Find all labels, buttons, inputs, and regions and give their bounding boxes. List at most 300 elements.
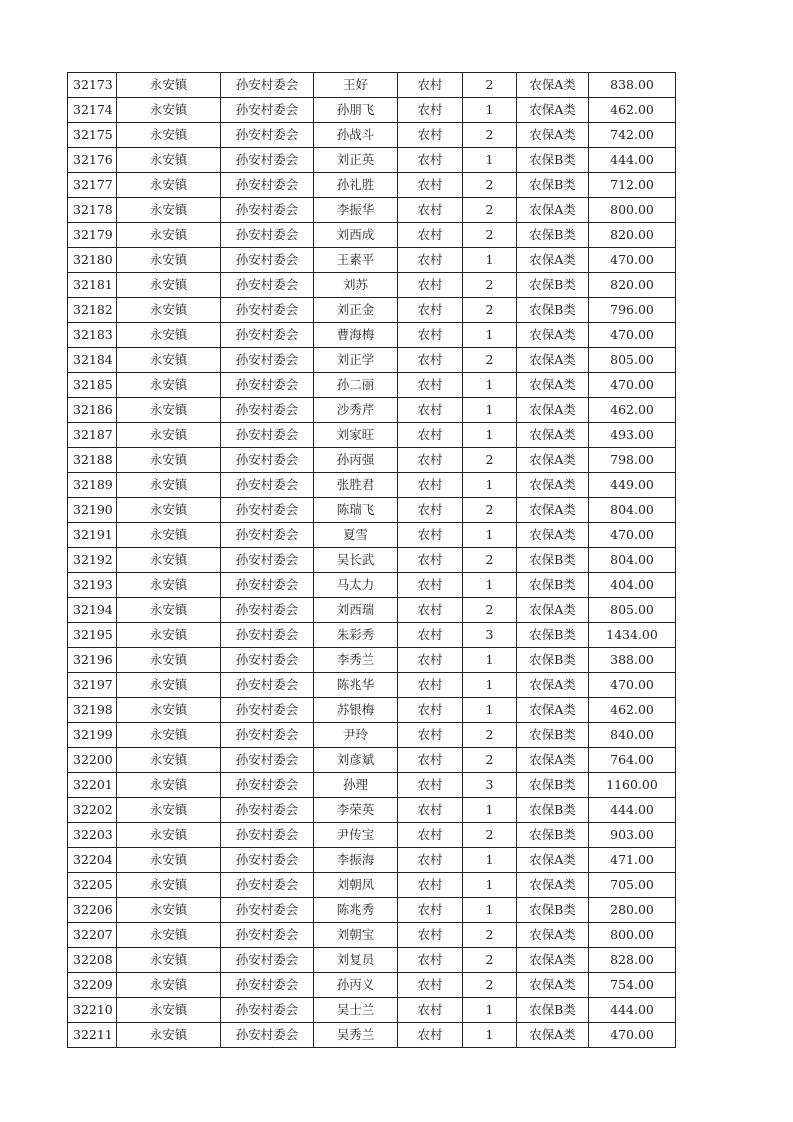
name-cell: 尹传宝 (314, 823, 398, 848)
insurance-category-cell: 农保B类 (517, 548, 589, 573)
insurance-category-cell: 农保B类 (517, 648, 589, 673)
amount-cell: 798.00 (589, 448, 676, 473)
household-count-cell: 1 (463, 1023, 517, 1048)
household-count-cell: 2 (463, 173, 517, 198)
name-cell: 沙秀芹 (314, 398, 398, 423)
village-committee-cell: 孙安村委会 (221, 448, 314, 473)
name-cell: 陈兆华 (314, 673, 398, 698)
insurance-category-cell: 农保B类 (517, 298, 589, 323)
area-type-cell: 农村 (398, 698, 463, 723)
insurance-category-cell: 农保A类 (517, 73, 589, 98)
household-count-cell: 2 (463, 223, 517, 248)
area-type-cell: 农村 (398, 273, 463, 298)
name-cell: 王好 (314, 73, 398, 98)
town-cell: 永安镇 (117, 198, 221, 223)
amount-cell: 388.00 (589, 648, 676, 673)
town-cell: 永安镇 (117, 173, 221, 198)
table-row (68, 98, 676, 123)
village-committee-cell: 孙安村委会 (221, 523, 314, 548)
serial-number-cell: 32181 (68, 273, 117, 298)
name-cell: 张胜君 (314, 473, 398, 498)
town-cell: 永安镇 (117, 498, 221, 523)
area-type-cell: 农村 (398, 773, 463, 798)
town-cell: 永安镇 (117, 948, 221, 973)
serial-number-cell: 32175 (68, 123, 117, 148)
household-count-cell: 1 (463, 873, 517, 898)
town-cell: 永安镇 (117, 473, 221, 498)
amount-cell: 754.00 (589, 973, 676, 998)
insurance-category-cell: 农保B类 (517, 273, 589, 298)
name-cell: 曹海梅 (314, 323, 398, 348)
name-cell: 刘复员 (314, 948, 398, 973)
town-cell: 永安镇 (117, 273, 221, 298)
table-row (68, 273, 676, 298)
amount-cell: 470.00 (589, 323, 676, 348)
village-committee-cell: 孙安村委会 (221, 373, 314, 398)
town-cell: 永安镇 (117, 673, 221, 698)
household-count-cell: 2 (463, 948, 517, 973)
town-cell: 永安镇 (117, 548, 221, 573)
area-type-cell: 农村 (398, 223, 463, 248)
amount-cell: 800.00 (589, 198, 676, 223)
amount-cell: 462.00 (589, 398, 676, 423)
village-committee-cell: 孙安村委会 (221, 298, 314, 323)
serial-number-cell: 32183 (68, 323, 117, 348)
area-type-cell: 农村 (398, 1023, 463, 1048)
village-committee-cell: 孙安村委会 (221, 748, 314, 773)
household-count-cell: 1 (463, 248, 517, 273)
insurance-category-cell: 农保B类 (517, 623, 589, 648)
insurance-category-cell: 农保A类 (517, 698, 589, 723)
name-cell: 马太力 (314, 573, 398, 598)
village-committee-cell: 孙安村委会 (221, 698, 314, 723)
area-type-cell: 农村 (398, 723, 463, 748)
name-cell: 刘西瑞 (314, 598, 398, 623)
serial-number-cell: 32174 (68, 98, 117, 123)
serial-number-cell: 32187 (68, 423, 117, 448)
insurance-category-cell: 农保A类 (517, 1023, 589, 1048)
town-cell: 永安镇 (117, 823, 221, 848)
village-committee-cell: 孙安村委会 (221, 773, 314, 798)
village-committee-cell: 孙安村委会 (221, 923, 314, 948)
table-row (68, 848, 676, 873)
town-cell: 永安镇 (117, 848, 221, 873)
household-count-cell: 1 (463, 98, 517, 123)
amount-cell: 1160.00 (589, 773, 676, 798)
name-cell: 刘西成 (314, 223, 398, 248)
name-cell: 刘朝凤 (314, 873, 398, 898)
name-cell: 刘朝宝 (314, 923, 398, 948)
area-type-cell: 农村 (398, 523, 463, 548)
serial-number-cell: 32192 (68, 548, 117, 573)
name-cell: 李荣英 (314, 798, 398, 823)
village-committee-cell: 孙安村委会 (221, 598, 314, 623)
serial-number-cell: 32201 (68, 773, 117, 798)
table-row (68, 698, 676, 723)
household-count-cell: 2 (463, 123, 517, 148)
town-cell: 永安镇 (117, 123, 221, 148)
village-committee-cell: 孙安村委会 (221, 398, 314, 423)
village-committee-cell: 孙安村委会 (221, 348, 314, 373)
area-type-cell: 农村 (398, 573, 463, 598)
area-type-cell: 农村 (398, 973, 463, 998)
household-count-cell: 1 (463, 573, 517, 598)
amount-cell: 838.00 (589, 73, 676, 98)
amount-cell: 840.00 (589, 723, 676, 748)
town-cell: 永安镇 (117, 448, 221, 473)
table-row (68, 548, 676, 573)
amount-cell: 820.00 (589, 223, 676, 248)
insurance-category-cell: 农保A类 (517, 948, 589, 973)
household-count-cell: 1 (463, 898, 517, 923)
serial-number-cell: 32189 (68, 473, 117, 498)
name-cell: 刘正英 (314, 148, 398, 173)
serial-number-cell: 32202 (68, 798, 117, 823)
name-cell: 吴秀兰 (314, 1023, 398, 1048)
town-cell: 永安镇 (117, 723, 221, 748)
serial-number-cell: 32188 (68, 448, 117, 473)
insurance-category-cell: 农保A类 (517, 598, 589, 623)
table-row (68, 998, 676, 1023)
insurance-category-cell: 农保A类 (517, 848, 589, 873)
insurance-category-cell: 农保B类 (517, 798, 589, 823)
town-cell: 永安镇 (117, 398, 221, 423)
household-count-cell: 2 (463, 198, 517, 223)
serial-number-cell: 32207 (68, 923, 117, 948)
amount-cell: 764.00 (589, 748, 676, 773)
village-committee-cell: 孙安村委会 (221, 423, 314, 448)
town-cell: 永安镇 (117, 998, 221, 1023)
name-cell: 刘彦斌 (314, 748, 398, 773)
table-row (68, 973, 676, 998)
name-cell: 孙丙强 (314, 448, 398, 473)
serial-number-cell: 32194 (68, 598, 117, 623)
village-committee-cell: 孙安村委会 (221, 673, 314, 698)
data-table (67, 72, 676, 1048)
village-committee-cell: 孙安村委会 (221, 98, 314, 123)
serial-number-cell: 32177 (68, 173, 117, 198)
town-cell: 永安镇 (117, 898, 221, 923)
name-cell: 刘家旺 (314, 423, 398, 448)
insurance-category-cell: 农保B类 (517, 573, 589, 598)
village-committee-cell: 孙安村委会 (221, 248, 314, 273)
table-row (68, 473, 676, 498)
village-committee-cell: 孙安村委会 (221, 823, 314, 848)
table-row (68, 248, 676, 273)
insurance-category-cell: 农保A类 (517, 373, 589, 398)
serial-number-cell: 32200 (68, 748, 117, 773)
household-count-cell: 1 (463, 698, 517, 723)
table-row (68, 323, 676, 348)
amount-cell: 828.00 (589, 948, 676, 973)
table-row (68, 1023, 676, 1048)
amount-cell: 462.00 (589, 698, 676, 723)
serial-number-cell: 32193 (68, 573, 117, 598)
area-type-cell: 农村 (398, 673, 463, 698)
serial-number-cell: 32191 (68, 523, 117, 548)
table-row (68, 598, 676, 623)
serial-number-cell: 32176 (68, 148, 117, 173)
town-cell: 永安镇 (117, 748, 221, 773)
amount-cell: 805.00 (589, 598, 676, 623)
name-cell: 刘正学 (314, 348, 398, 373)
name-cell: 陈兆秀 (314, 898, 398, 923)
amount-cell: 444.00 (589, 798, 676, 823)
household-count-cell: 1 (463, 848, 517, 873)
household-count-cell: 2 (463, 548, 517, 573)
serial-number-cell: 32203 (68, 823, 117, 848)
insurance-category-cell: 农保A类 (517, 673, 589, 698)
area-type-cell: 农村 (398, 898, 463, 923)
town-cell: 永安镇 (117, 348, 221, 373)
insurance-category-cell: 农保A类 (517, 398, 589, 423)
amount-cell: 444.00 (589, 998, 676, 1023)
table-row (68, 948, 676, 973)
name-cell: 孙二丽 (314, 373, 398, 398)
serial-number-cell: 32180 (68, 248, 117, 273)
amount-cell: 805.00 (589, 348, 676, 373)
town-cell: 永安镇 (117, 973, 221, 998)
village-committee-cell: 孙安村委会 (221, 573, 314, 598)
area-type-cell: 农村 (398, 623, 463, 648)
insurance-category-cell: 农保A类 (517, 348, 589, 373)
village-committee-cell: 孙安村委会 (221, 148, 314, 173)
amount-cell: 470.00 (589, 1023, 676, 1048)
household-count-cell: 2 (463, 598, 517, 623)
insurance-category-cell: 农保B类 (517, 148, 589, 173)
insurance-category-cell: 农保A类 (517, 523, 589, 548)
serial-number-cell: 32182 (68, 298, 117, 323)
area-type-cell: 农村 (398, 198, 463, 223)
household-count-cell: 2 (463, 448, 517, 473)
village-committee-cell: 孙安村委会 (221, 873, 314, 898)
serial-number-cell: 32184 (68, 348, 117, 373)
amount-cell: 470.00 (589, 523, 676, 548)
table-row (68, 423, 676, 448)
village-committee-cell: 孙安村委会 (221, 548, 314, 573)
serial-number-cell: 32210 (68, 998, 117, 1023)
amount-cell: 820.00 (589, 273, 676, 298)
village-committee-cell: 孙安村委会 (221, 948, 314, 973)
insurance-category-cell: 农保B类 (517, 823, 589, 848)
amount-cell: 804.00 (589, 548, 676, 573)
village-committee-cell: 孙安村委会 (221, 648, 314, 673)
name-cell: 孙战斗 (314, 123, 398, 148)
area-type-cell: 农村 (398, 848, 463, 873)
insurance-category-cell: 农保A类 (517, 448, 589, 473)
town-cell: 永安镇 (117, 323, 221, 348)
household-count-cell: 2 (463, 923, 517, 948)
household-count-cell: 1 (463, 423, 517, 448)
amount-cell: 280.00 (589, 898, 676, 923)
village-committee-cell: 孙安村委会 (221, 973, 314, 998)
serial-number-cell: 32190 (68, 498, 117, 523)
table-row (68, 648, 676, 673)
serial-number-cell: 32195 (68, 623, 117, 648)
insurance-category-cell: 农保A类 (517, 748, 589, 773)
table-row (68, 398, 676, 423)
household-count-cell: 1 (463, 148, 517, 173)
serial-number-cell: 32185 (68, 373, 117, 398)
serial-number-cell: 32173 (68, 73, 117, 98)
village-committee-cell: 孙安村委会 (221, 723, 314, 748)
insurance-category-cell: 农保A类 (517, 873, 589, 898)
serial-number-cell: 32198 (68, 698, 117, 723)
table-row (68, 198, 676, 223)
area-type-cell: 农村 (398, 148, 463, 173)
town-cell: 永安镇 (117, 423, 221, 448)
town-cell: 永安镇 (117, 773, 221, 798)
household-count-cell: 2 (463, 348, 517, 373)
table-row (68, 73, 676, 98)
serial-number-cell: 32204 (68, 848, 117, 873)
village-committee-cell: 孙安村委会 (221, 898, 314, 923)
table-row (68, 623, 676, 648)
town-cell: 永安镇 (117, 623, 221, 648)
village-committee-cell: 孙安村委会 (221, 473, 314, 498)
serial-number-cell: 32206 (68, 898, 117, 923)
table-row (68, 673, 676, 698)
village-committee-cell: 孙安村委会 (221, 198, 314, 223)
village-committee-cell: 孙安村委会 (221, 223, 314, 248)
table-row (68, 348, 676, 373)
household-count-cell: 2 (463, 73, 517, 98)
serial-number-cell: 32178 (68, 198, 117, 223)
amount-cell: 471.00 (589, 848, 676, 873)
serial-number-cell: 32197 (68, 673, 117, 698)
name-cell: 陈瑞飞 (314, 498, 398, 523)
area-type-cell: 农村 (398, 598, 463, 623)
amount-cell: 800.00 (589, 923, 676, 948)
name-cell: 孙礼胜 (314, 173, 398, 198)
household-count-cell: 2 (463, 273, 517, 298)
household-count-cell: 2 (463, 723, 517, 748)
name-cell: 刘正金 (314, 298, 398, 323)
town-cell: 永安镇 (117, 573, 221, 598)
serial-number-cell: 32205 (68, 873, 117, 898)
household-count-cell: 2 (463, 823, 517, 848)
household-count-cell: 1 (463, 373, 517, 398)
name-cell: 孙丙义 (314, 973, 398, 998)
village-committee-cell: 孙安村委会 (221, 1023, 314, 1048)
village-committee-cell: 孙安村委会 (221, 798, 314, 823)
name-cell: 尹玲 (314, 723, 398, 748)
table-row (68, 498, 676, 523)
village-committee-cell: 孙安村委会 (221, 623, 314, 648)
serial-number-cell: 32196 (68, 648, 117, 673)
area-type-cell: 农村 (398, 423, 463, 448)
area-type-cell: 农村 (398, 998, 463, 1023)
insurance-category-cell: 农保A类 (517, 423, 589, 448)
insurance-category-cell: 农保A类 (517, 198, 589, 223)
serial-number-cell: 32211 (68, 1023, 117, 1048)
insurance-category-cell: 农保A类 (517, 973, 589, 998)
area-type-cell: 农村 (398, 948, 463, 973)
village-committee-cell: 孙安村委会 (221, 173, 314, 198)
table-row (68, 448, 676, 473)
area-type-cell: 农村 (398, 248, 463, 273)
insurance-category-cell: 农保B类 (517, 223, 589, 248)
area-type-cell: 农村 (398, 448, 463, 473)
amount-cell: 742.00 (589, 123, 676, 148)
amount-cell: 493.00 (589, 423, 676, 448)
area-type-cell: 农村 (398, 873, 463, 898)
insurance-category-cell: 农保A类 (517, 248, 589, 273)
household-count-cell: 2 (463, 498, 517, 523)
area-type-cell: 农村 (398, 73, 463, 98)
name-cell: 孙理 (314, 773, 398, 798)
town-cell: 永安镇 (117, 798, 221, 823)
household-count-cell: 1 (463, 798, 517, 823)
amount-cell: 470.00 (589, 248, 676, 273)
name-cell: 李振华 (314, 198, 398, 223)
insurance-category-cell: 农保B类 (517, 723, 589, 748)
table-row (68, 223, 676, 248)
town-cell: 永安镇 (117, 523, 221, 548)
household-count-cell: 1 (463, 323, 517, 348)
area-type-cell: 农村 (398, 548, 463, 573)
table-row (68, 923, 676, 948)
amount-cell: 1434.00 (589, 623, 676, 648)
table-row (68, 723, 676, 748)
name-cell: 李秀兰 (314, 648, 398, 673)
amount-cell: 444.00 (589, 148, 676, 173)
household-count-cell: 1 (463, 673, 517, 698)
table-row (68, 798, 676, 823)
name-cell: 苏银梅 (314, 698, 398, 723)
village-committee-cell: 孙安村委会 (221, 273, 314, 298)
household-count-cell: 1 (463, 998, 517, 1023)
name-cell: 刘苏 (314, 273, 398, 298)
insurance-category-cell: 农保A类 (517, 323, 589, 348)
name-cell: 吴长武 (314, 548, 398, 573)
village-committee-cell: 孙安村委会 (221, 848, 314, 873)
table-row (68, 298, 676, 323)
area-type-cell: 农村 (398, 348, 463, 373)
area-type-cell: 农村 (398, 823, 463, 848)
table-row (68, 748, 676, 773)
serial-number-cell: 32199 (68, 723, 117, 748)
insurance-category-cell: 农保B类 (517, 898, 589, 923)
area-type-cell: 农村 (398, 123, 463, 148)
town-cell: 永安镇 (117, 598, 221, 623)
town-cell: 永安镇 (117, 698, 221, 723)
table-row (68, 123, 676, 148)
area-type-cell: 农村 (398, 748, 463, 773)
household-count-cell: 2 (463, 298, 517, 323)
area-type-cell: 农村 (398, 498, 463, 523)
table-row (68, 523, 676, 548)
name-cell: 夏雪 (314, 523, 398, 548)
amount-cell: 712.00 (589, 173, 676, 198)
household-count-cell: 1 (463, 523, 517, 548)
town-cell: 永安镇 (117, 1023, 221, 1048)
table-row (68, 148, 676, 173)
insurance-category-cell: 农保B类 (517, 998, 589, 1023)
household-count-cell: 2 (463, 748, 517, 773)
town-cell: 永安镇 (117, 223, 221, 248)
name-cell: 李振海 (314, 848, 398, 873)
serial-number-cell: 32209 (68, 973, 117, 998)
area-type-cell: 农村 (398, 98, 463, 123)
insurance-category-cell: 农保A类 (517, 473, 589, 498)
village-committee-cell: 孙安村委会 (221, 498, 314, 523)
name-cell: 孙朋飞 (314, 98, 398, 123)
household-count-cell: 3 (463, 623, 517, 648)
town-cell: 永安镇 (117, 873, 221, 898)
serial-number-cell: 32186 (68, 398, 117, 423)
area-type-cell: 农村 (398, 173, 463, 198)
